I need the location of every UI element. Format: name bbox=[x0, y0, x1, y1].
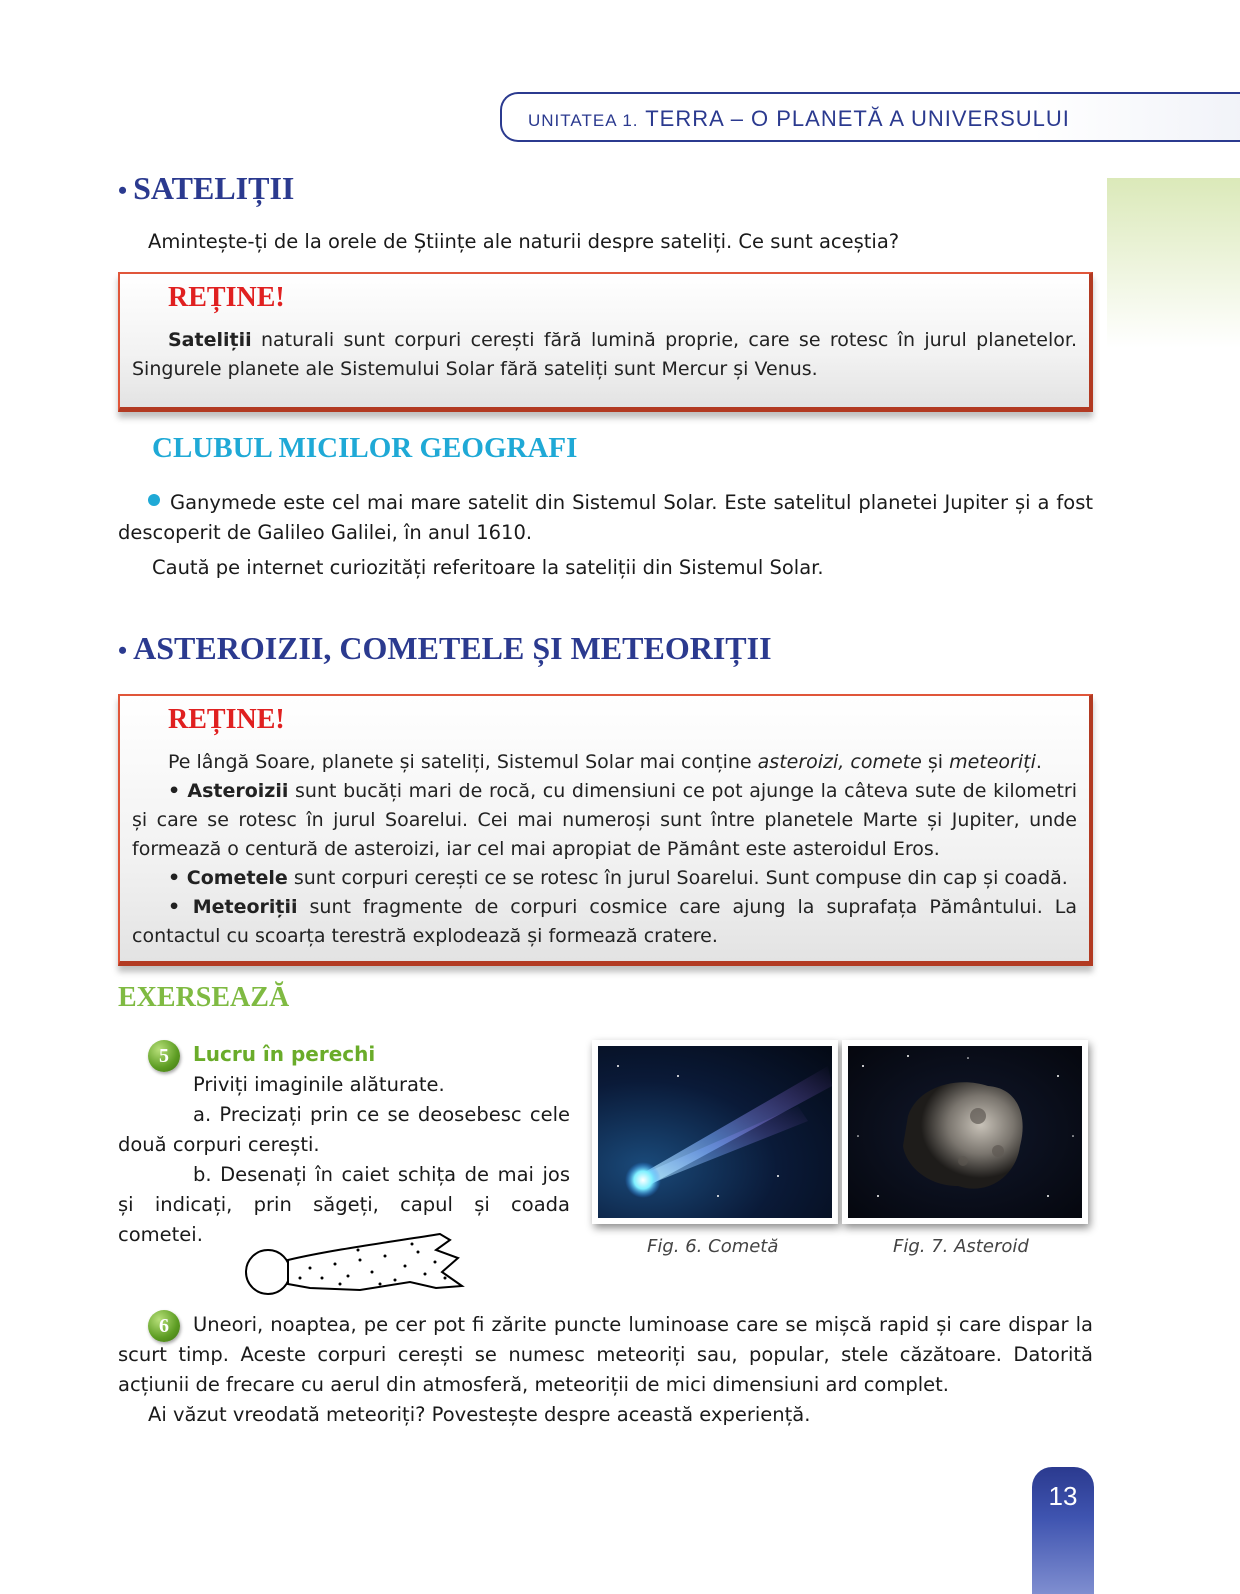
retine-box-sateliti bbox=[118, 272, 1093, 412]
club-title: CLUBUL MICILOR GEOGRAFI bbox=[152, 432, 578, 464]
section-title-sateliti: • SATELIȚII bbox=[118, 170, 295, 206]
cyan-bullet-icon bbox=[148, 494, 160, 506]
retine-title: REȚINE! bbox=[168, 704, 285, 735]
retine-box-asteroizi bbox=[118, 694, 1093, 966]
sateliti-intro: Amintește-ți de la orele de Științe ale naturii despre sateliți. Ce sunt aceștia? bbox=[148, 230, 900, 253]
exercise-5-label: Lucru în perechi bbox=[193, 1042, 376, 1066]
retine-text-asteroizi: Pe lângă Soare, planete și sateliți, Sistemul Solar mai conține asteroizi, comete și meteoriți. • Asteroizii sunt bucăți mari de rocă, cu dimensiuni ce pot ajunge la câteva sute de kilometri și care se rotesc în jurul Soarelui. Cei mai numeroși sunt între planetele Marte și Jupiter, unde formează o centură de asteroizi, iar cel mai apropiat de Pământ este asteroidul Eros. • Cometele sunt corpuri cerești ce se rotesc în jurul Soarelui. Sunt compuse din cap și coadă. • Meteoriții sunt fragmente de corpuri cosmice care ajung la suprafața Pământului. La contactul cu scoarța terestră explodează și formează cratere. bbox=[132, 751, 1077, 947]
unit-header-text: UNITATEA 1. TERRA – O PLANETĂ A UNIVERSULUI bbox=[528, 106, 1070, 131]
comet-photo-frame bbox=[592, 1040, 838, 1224]
exerseaza-title: EXERSEAZĂ bbox=[118, 982, 290, 1013]
comet-photo bbox=[598, 1046, 832, 1218]
retine-title: REȚINE! bbox=[168, 282, 285, 313]
exercise-6-badge: 6 bbox=[148, 1310, 180, 1342]
asteroid-photo-frame bbox=[842, 1040, 1088, 1224]
exercise-6-question: Ai văzut vreodată meteoriți? Povestește despre această experiență. bbox=[148, 1403, 811, 1426]
side-decoration bbox=[1107, 178, 1240, 348]
exercise-5-text: Priviți imaginile alăturate. a. Precizați prin ce se deosebesc cele două corpuri cerești. b. Desenați în caiet schița de mai jos și indicați, prin săgeți, capul și coada cometei. bbox=[118, 1073, 570, 1246]
fig-6-caption: Fig. 6. Cometă bbox=[647, 1236, 779, 1257]
club-paragraph: Ganymede este cel mai mare satelit din Sistemul Solar. Este satelitul planetei Jupiter și a fost descoperit de Galileo Galilei, în anul 1610. bbox=[118, 491, 1093, 544]
fig-7-caption: Fig. 7. Asteroid bbox=[893, 1236, 1029, 1257]
exercise-6-text: Uneori, noaptea, pe cer pot fi zărite puncte luminoase care se mișcă rapid și care dispar la scurt timp. Aceste corpuri cerești se numesc meteoriți sau, popular, stele căzătoare. Datorită acțiunii de frecare cu aerul din atmosferă, meteoriții de mici dimensiuni ard complet. bbox=[118, 1313, 1093, 1396]
unit-header bbox=[500, 92, 1240, 142]
club-search-prompt: Caută pe internet curiozități referitoare la sateliții din Sistemul Solar. bbox=[152, 556, 824, 579]
page-number: 13 bbox=[1032, 1467, 1094, 1594]
retine-text: Sateliții naturali sunt corpuri cerești fără lumină proprie, care se rotesc în jurul planetelor. Singurele planete ale Sistemului Solar fără sateliți sunt Mercur și Venus. bbox=[132, 329, 1077, 380]
asteroid-photo bbox=[848, 1046, 1082, 1218]
section-title-asteroizi: • ASTEROIZII, COMETELE ȘI METEORIȚII bbox=[118, 630, 772, 666]
comet-sketch bbox=[240, 1228, 470, 1298]
exercise-5-badge: 5 bbox=[148, 1040, 180, 1072]
